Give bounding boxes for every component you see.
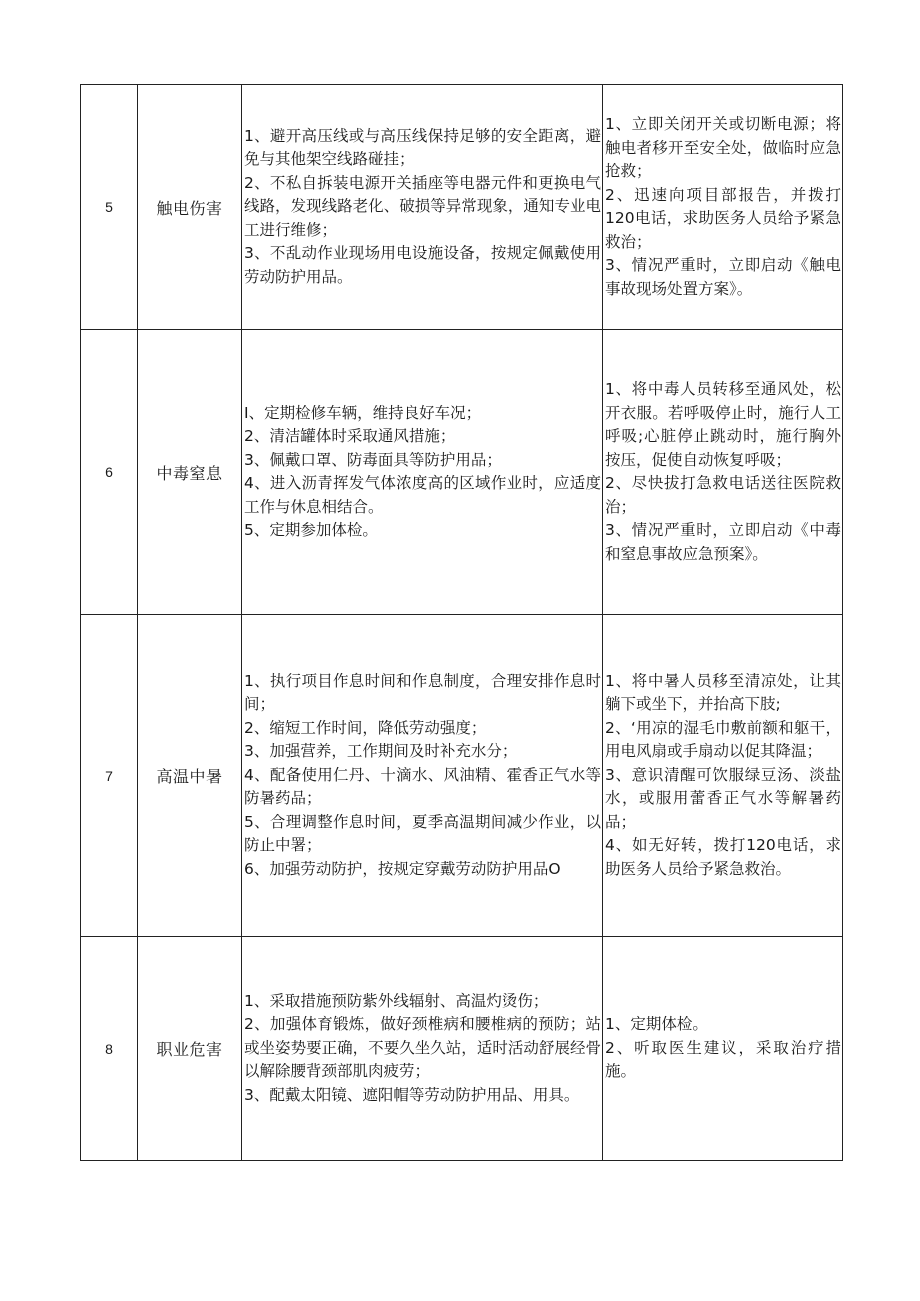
prevention-item: 1、采取措施预防紫外线辐射、高温灼烫伤； xyxy=(244,991,549,1010)
prevention-measures xyxy=(242,330,603,615)
response-item: 2、‘用凉的湿毛巾敷前额和躯干，用电风扇或手扇动以促其降温； xyxy=(605,718,841,761)
hazard-type: 高温中暑 xyxy=(138,615,242,937)
response-item: 3、情况严重时，立即启动《中毒和窒息事故应急预案》。 xyxy=(605,521,841,563)
emergency-response xyxy=(603,85,843,330)
row-number: 8 xyxy=(81,937,138,1161)
prevention-item: 2、不私自拆装电源开关插座等电器元件和更换电气线路，发现线路老化、破损等异常现象，通知专业电工进行维修； xyxy=(244,173,601,239)
prevention-item: 3、佩戴口罩、防毒面具等防护用品； xyxy=(244,450,502,469)
prevention-item: 3、加强营养，工作期间及时补充水分； xyxy=(244,742,518,761)
response-item: 1、定期体检。 xyxy=(605,1015,708,1034)
row-number: 7 xyxy=(81,615,138,937)
emergency-response xyxy=(603,937,843,1161)
emergency-response xyxy=(603,615,843,937)
prevention-item: 3、不乱动作业现场用电设施设备，按规定佩戴使用劳动防护用品。 xyxy=(244,244,601,286)
prevention-item: 2、清洁罐体时采取通风措施； xyxy=(244,427,456,445)
table-row xyxy=(81,85,843,330)
table-row xyxy=(81,330,843,615)
response-item: 2、听取医生建议，采取治疗措施。 xyxy=(605,1038,841,1081)
row-number: 6 xyxy=(81,330,138,615)
response-item: 2、迅速向项目部报告，并拨打120电话，求助医务人员给予紧急救治； xyxy=(605,185,841,251)
response-item: 1、将中暑人员移至清凉处，让其躺下或坐下，并抬高下肢; xyxy=(605,671,841,714)
hazard-type: 触电伤害 xyxy=(138,85,242,330)
prevention-item: 1、执行项目作息时间和作息制度，合理安排作息时间； xyxy=(244,671,601,714)
prevention-item: 4、配备使用仁丹、十滴水、风油精、霍香正气水等防暑药品； xyxy=(244,765,601,808)
prevention-item: 5、定期参加体检。 xyxy=(244,521,378,539)
response-item: 2、尽快拔打急救电话送往医院救治； xyxy=(605,474,841,516)
response-item: 3、意识清醒可饮服绿豆汤、淡盐水，或服用蕾香正气水等解暑药品； xyxy=(605,765,841,831)
prevention-measures xyxy=(242,937,603,1161)
prevention-item: I、定期检修车辆，维持良好车况； xyxy=(244,403,482,422)
row-number: 5 xyxy=(81,85,138,330)
response-item: 1、将中毒人员转移至通风处，松开衣服。若呼吸停止时，施行人工呼吸;心脏停止跳动时，施行胸外按压，促使自动恢复呼吸； xyxy=(605,380,841,469)
prevention-item: 6、加强劳动防护，按规定穿戴劳动防护用品O xyxy=(244,859,561,878)
table-row xyxy=(81,937,843,1161)
hazard-measures-table xyxy=(80,84,843,1161)
prevention-measures xyxy=(242,85,603,330)
prevention-item: 2、加强体育锻炼，做好颈椎病和腰椎病的预防；站或坐姿势要正确，不要久坐久站，适时活动舒展经骨以解除腰背颈部肌肉疲劳； xyxy=(244,1015,601,1081)
response-item: 1、立即关闭开关或切断电源；将触电者移开至安全处，做临时应急抢救； xyxy=(605,115,841,180)
prevention-item: 4、进入沥青挥发气体浓度高的区域作业时，应适度工作与休息相结合。 xyxy=(244,474,601,516)
response-item: 3、情况严重时，立即启动《触电事故现场处置方案》。 xyxy=(605,256,841,298)
prevention-measures xyxy=(242,615,603,937)
hazard-type: 职业危害 xyxy=(138,937,242,1161)
emergency-response xyxy=(603,330,843,615)
prevention-item: 5、合理调整作息时间，夏季高温期间减少作业，以防止中署； xyxy=(244,812,601,855)
table-row xyxy=(81,615,843,937)
response-item: 4、如无好转，拨打120电话，求助医务人员给予紧急救治。 xyxy=(605,836,841,878)
hazard-type: 中毒窒息 xyxy=(138,330,242,615)
prevention-item: 1、避开高压线或与高压线保持足够的安全距离，避免与其他架空线路碰挂； xyxy=(244,126,601,169)
prevention-item: 2、缩短工作时间，降低劳动强度； xyxy=(244,718,487,737)
prevention-item: 3、配戴太阳镜、遮阳帽等劳动防护用品、用具。 xyxy=(244,1085,580,1104)
